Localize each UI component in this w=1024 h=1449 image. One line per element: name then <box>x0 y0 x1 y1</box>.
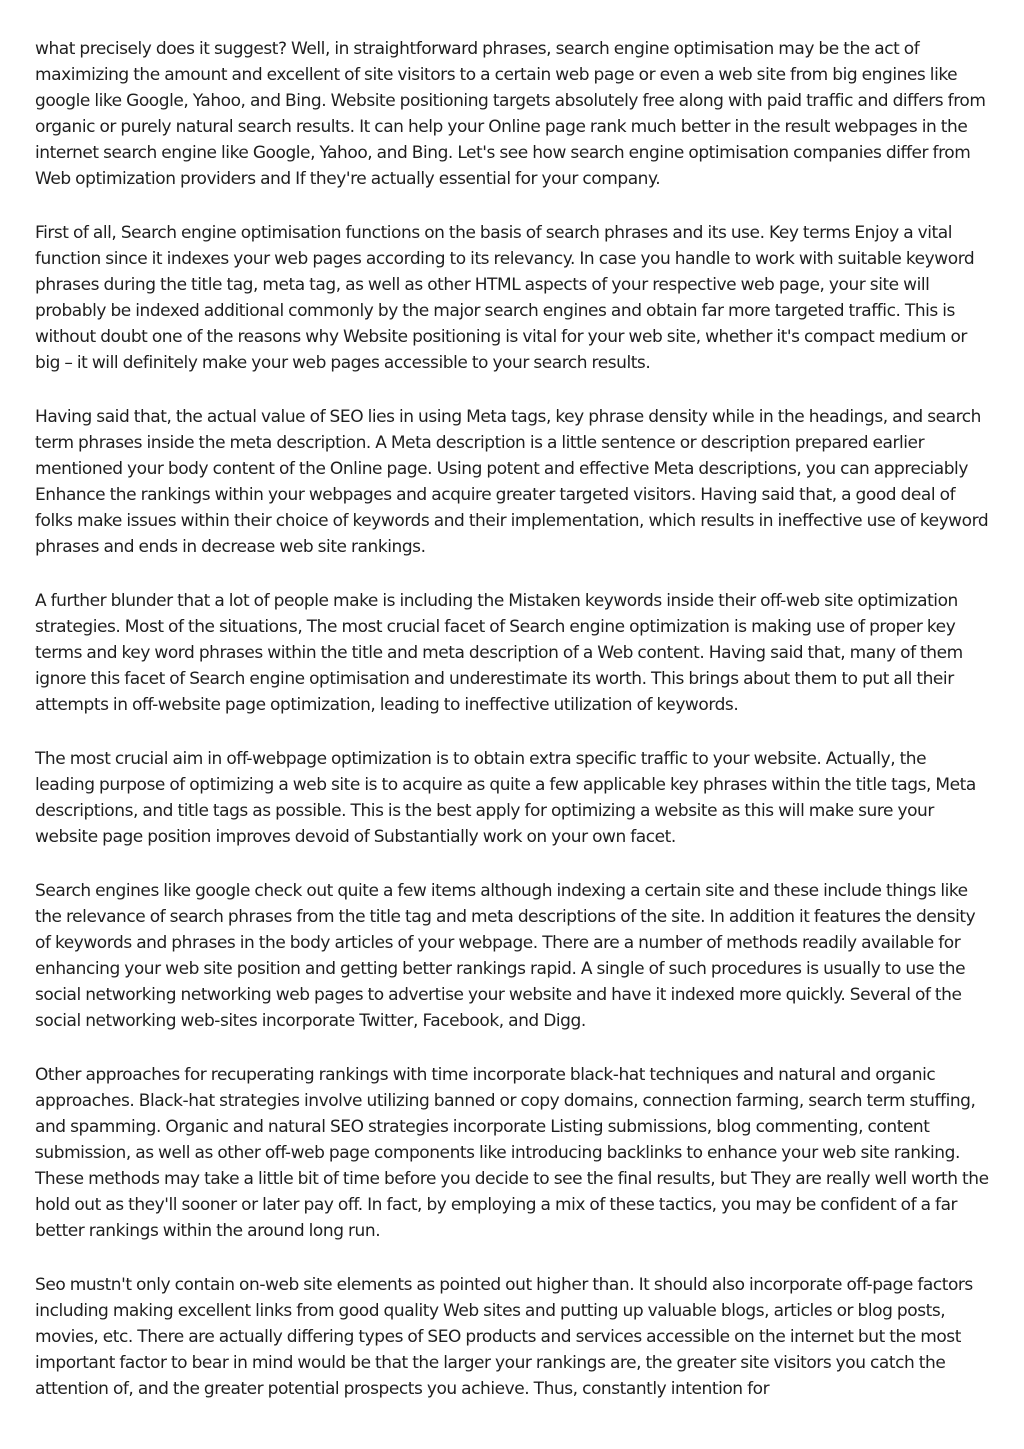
paragraph-4: A further blunder that a lot of people make is including the Mistaken keywords inside their off-web site optimization strategies. Most of the situations, The most crucial facet of Search engine optimization is making use of proper key terms and key word phrases within the title and meta description of a Web content. Having said that, many of them ignore this facet of Search engine optimisation and underestimate its worth. This brings about them to put all their attempts in off-website page optimization, leading to ineffective utilization of keywords. <box>35 591 963 715</box>
paragraph-7: Other approaches for recuperating rankings with time incorporate black-hat techniques and natural and organic approaches. Black-hat strategies involve utilizing banned or copy domains, connection farming, search term stuffing, and spamming. Organic and natural SEO strategies incorporate Listing submissions, blog commenting, content submission, as well as other off-web page components like introducing backlinks to enhance your web site ranking. These methods may take a little bit of time before you decide to see the final results, but They are really well worth the hold out as they'll sooner or later pay off. In fact, by employing a mix of these tactics, you may be confident of a far better rankings within the around long run. <box>35 1065 989 1241</box>
paragraph-8: Seo mustn't only contain on-web site elements as pointed out higher than. It should also incorporate off-page factors including making excellent links from good quality Web sites and putting up valuable blogs, articles or blog posts, movies, etc. There are actually differing types of SEO products and services accessible on the internet but the most important factor to bear in mind would be that the larger your rankings are, the greater site visitors you catch the attention of, and the greater potential prospects you achieve. Thus, constantly intention for <box>35 1275 973 1399</box>
paragraph-2: First of all, Search engine optimisation functions on the basis of search phrases and its use. Key terms Enjoy a vital function since it indexes your web pages according to its relevancy. In case you handle to work with suitable keyword phrases during the title tag, meta tag, as well as other HTML aspects of your respective web page, your site will probably be indexed additional commonly by the major search engines and obtain far more targeted traffic. This is without doubt one of the reasons why Website positioning is vital for your web site, whether it's compact medium or big – it will definitely make your web pages accessible to your search results. <box>35 223 975 373</box>
paragraph-5: The most crucial aim in off-webpage optimization is to obtain extra specific traffic to your website. Actually, the leading purpose of optimizing a web site is to acquire as quite a few applicable key phrases within the title tags, Meta descriptions, and title tags as possible. This is the best apply for optimizing a website as this will make sure your website page position improves devoid of Substantially work on your own facet. <box>35 749 976 847</box>
paragraph-6: Search engines like google check out quite a few items although indexing a certain site and these include things like the relevance of search phrases from the title tag and meta descriptions of the site. In addition it features the density of keywords and phrases in the body articles of your webpage. There are a number of methods readily available for enhancing your web site position and getting better rankings rapid. A single of such procedures is usually to use the social networking networking web pages to advertise your website and have it indexed more quickly. Several of the social networking web-sites incorporate Twitter, Facebook, and Digg. <box>35 881 976 1031</box>
article-body <box>35 36 989 1430</box>
paragraph-1: what precisely does it suggest? Well, in straightforward phrases, search engine optimisation may be the act of maximizing the amount and excellent of site visitors to a certain web page or even a web site from big engines like google like Google, Yahoo, and Bing. Website positioning targets absolutely free along with paid traffic and differs from organic or purely natural search results. It can help your Online page rank much better in the result webpages in the internet search engine like Google, Yahoo, and Bing. Let's see how search engine optimisation companies differ from Web optimization providers and If they're actually essential for your company. <box>35 39 986 189</box>
paragraph-3: Having said that, the actual value of SEO lies in using Meta tags, key phrase density while in the headings, and search term phrases inside the meta description. A Meta description is a little sentence or description prepared earlier mentioned your body content of the Online page. Using potent and effective Meta descriptions, you can appreciably Enhance the rankings within your webpages and acquire greater targeted visitors. Having said that, a good deal of folks make issues within their choice of keywords and their implementation, which results in ineffective use of keyword phrases and ends in decrease web site rankings. <box>35 407 989 557</box>
